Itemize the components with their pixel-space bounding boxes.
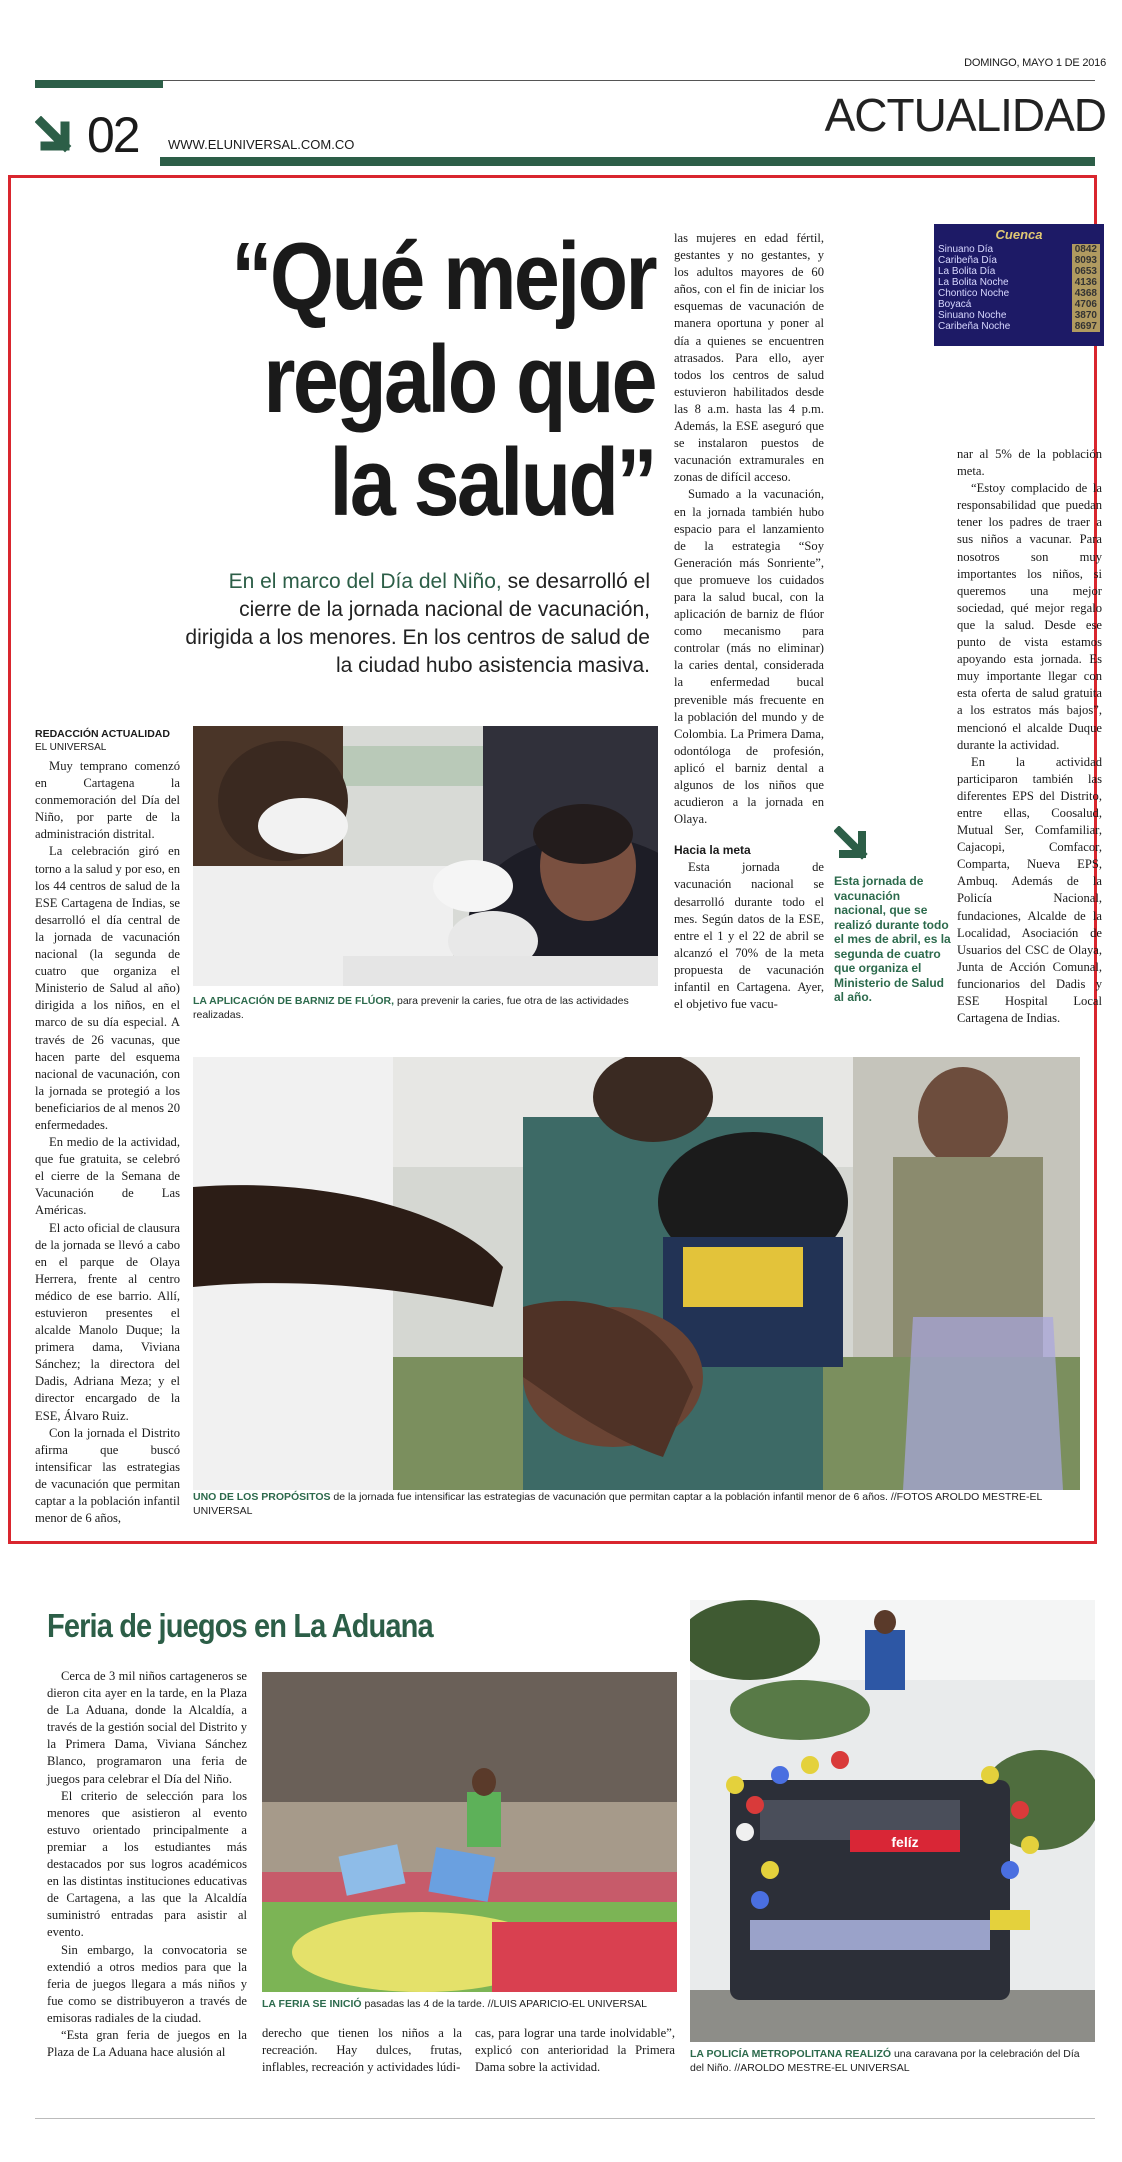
photo4-caption: LA POLICÍA METROPOLITANA REALIZÓ una caravana por la celebración del Día del Niño. //AROLDO MESTRE-EL UNIVERSAL [690, 2048, 1080, 2074]
arrow-down-right-icon [35, 116, 77, 158]
main-headline: “Qué mejor regalo que la salud” [231, 223, 655, 536]
main-col-3: nar al 5% de la población meta. “Estoy complacido de la responsabilidad que puedan tener los padres de traer a sus niños a vacunar. Para nosotros son muy importantes los niños, si queremos una mejor sociedad, qué mejor regalo que la salud. Desde ese punto de vista estamos apoyando esta jornada. Es muy importante llegar con esta oferta de salud gratuita a los estratos más bajos”, mencionó el alcalde Duque durante la actividad. En la actividad participaron también las diferentes EPS del Distrito, entre ellas, Coosalud, Mutual Ser, Comfamiliar, Cajacopi, Comfacor, Comparta, Nueva EPS, Ambuq. Además de la Policía Nacional, fundaciones, Alcalde de la Localidad, Asociación de Usuarios del CSC de Olaya, Junta de Acción Comunal, funcionarios del Dadis y ESE Hospital Local Cartagena de Indias. [957, 447, 1102, 1026]
header-rule-top [35, 80, 163, 88]
main-lead [180, 568, 650, 680]
header-thin-rule [163, 80, 1095, 81]
main-col-1: Muy temprano comenzó en Cartagena la conmemoración del Día del Niño, por parte de la administración distrital. La celebración giró en torno a la salud y por eso, en los 44 centros de salud de la ESE Cartagena de Indias, se desarrolló el día central de la jornada de vacunación nacional (la segunda de cuatro que organiza el Ministerio de Salud al año) dirigida a los niños, en el marco de su día especial. A través de 26 vacunas, que hacen parte del esquema nacional de vacunación, con la jornada se protegió a los beneficiarios de al menos 20 enfermedades. En medio de la actividad, que fue gratuita, se celebró el cierre de la Semana de Vacunación de Las Américas. El acto oficial de clausura de la jornada se llevó a cabo en el parque de Olaya Herrera, frente al centro médico de ese barrio. Allí, estuvieron presentes el alcalde Manolo Duque; la primera dama, Viviana Sánchez; la directora del Dadis, Adriana Meza; y el director encargado de la ESE, Álvaro Ruiz. Con la jornada el Distrito afirma que buscó intensificar las estrategias de vacunación que permitan captar a la población infantil menor de 6 años, [35, 759, 180, 1526]
photo2-caption: UNO DE LOS PROPÓSITOS de la jornada fue intensificar las estrategias de vacunación que permitan captar a la población infantil menor de 6 años. //FOTOS AROLDO MESTRE-EL UNIVERSAL [193, 1491, 1042, 1517]
lottery-row: Chontico Noche 4368 [934, 288, 1104, 299]
page-bottom-rule [35, 2118, 1095, 2119]
website-url: WWW.ELUNIVERSAL.COM.CO [168, 137, 355, 152]
lottery-row: La Bolita Día 0653 [934, 266, 1104, 277]
feria-col-2: derecho que tienen los niños a la recreación. Hay dulces, frutas, inflables, recreación y actividades lúdi- [262, 2026, 462, 2075]
lottery-logo: Cuenca [995, 227, 1043, 242]
section-title: ACTUALIDAD [824, 89, 1106, 141]
lottery-row: Sinuano Día 0842 [934, 244, 1104, 255]
page-number-block [35, 107, 155, 163]
photo3-caption: LA FERIA SE INICIÓ pasadas las 4 de la tarde. //LUIS APARICIO-EL UNIVERSAL [262, 1998, 647, 2010]
lead-highlight: En el marco del Día del Niño, [228, 570, 502, 593]
lead-text: se desarrolló el cierre de la jornada nacional de vacunación, dirigida a los menores. En los centros de salud de la ciudad hubo asistencia masiva. [185, 570, 650, 677]
main-col-2: las mujeres en edad fértil, gestantes y no gestantes, y los adultos mayores de 60 años, con el fin de iniciar los esquemas de vacunación de manera oportuna y poner al día a quienes se encuentren atrasados. Para ello, ayer todos los centros de salud estuvieron habilitados desde las 8 a.m. hasta las 4 p.m. Además, la ESE aseguró que se instalaron puestos de vacunación extramurales en zonas de difícil acceso. Sumado a la vacunación, en la jornada también hubo espacio para el lanzamiento de la estrategia “Soy Generación más Sonriente”, que promueve los cuidados para la salud bucal, con la aplicación de barniz de flúor como mecanismo para controlar (más no eliminar) la caries dental, considerada la enfermedad bucal prevenible más frecuente en la población del mundo y de Colombia. La Primera Dama, odontóloga de profesión, aplicó el barniz dental a algunos de los niños que acudieron a la jornada en Olaya. Hacia la meta Esta jornada de vacunación nacional se desarrolló durante todo el mes. Según datos de la ESE, entre el 1 y el 22 de abril se alcanzó el 70% de la meta propuesta de vacunación infantil en Cartagena. Ayer, el objetivo fue vacu- [674, 231, 824, 1012]
lottery-results-box [934, 224, 1104, 346]
page-number: 02 [87, 107, 139, 163]
lottery-row: Caribeña Día 8093 [934, 255, 1104, 266]
vaccination-photo [193, 1057, 1080, 1490]
dental-varnish-photo [193, 726, 658, 986]
feria-headline: Feria de juegos en La Aduana [47, 1607, 433, 1644]
lottery-row: Caribeña Noche 8697 [934, 321, 1104, 332]
lottery-row: La Bolita Noche 4136 [934, 277, 1104, 288]
pull-quote: Esta jornada de vacunación nacional, que se realizó durante todo el mes de abril, es la segunda de cuatro que organiza el Ministerio de Salud al año. [834, 874, 951, 1004]
lottery-row: Sinuano Noche 3870 [934, 310, 1104, 321]
header-bottom-rule [160, 157, 1095, 166]
byline: REDACCIÓN ACTUALIDAD [35, 728, 170, 740]
police-caravan-photo [690, 1600, 1095, 2042]
photo1-caption: LA APLICACIÓN DE BARNIZ DE FLÚOR, para prevenir la caries, fue otra de las actividades realizadas. [193, 995, 629, 1021]
arrow-down-right-icon [834, 826, 874, 866]
byline-source: EL UNIVERSAL [35, 742, 107, 753]
feria-col-1: Cerca de 3 mil niños cartageneros se dieron cita ayer en la tarde, en la Plaza de La Aduana, donde la Alcaldía, a través de la gestión social del Distrito y la Primera Dama, Viviana Sánchez Blanco, programaron una feria de juegos para celebrar el Día del Niño. El criterio de selección para los menores que asistieron al evento estuvo orientado principalmente a premiar a los estudiantes más destacados por sus logros académicos en las distintas instituciones educativas de Cartagena, a las que la Alcaldía suministró entradas para asistir al evento. Sin embargo, la convocatoria se extendió a otros medios para que la feria de juegos llegara a más niños y fue como se distribuyeron a través de emisoras radiales de la ciudad. “Esta gran feria de juegos en la Plaza de La Aduana hace alusión al [47, 1669, 247, 2060]
lottery-row: Boyacá 4706 [934, 299, 1104, 310]
tank-label: felíz [891, 1834, 919, 1850]
subhead: Hacia la meta [674, 843, 751, 858]
issue-date: DOMINGO, MAYO 1 DE 2016 [964, 57, 1106, 69]
fair-photo [262, 1672, 677, 1992]
feria-col-3: cas, para lograr una tarde inolvidable”, explicó con anterioridad la Primera Dama sobre la actividad. [475, 2026, 675, 2075]
